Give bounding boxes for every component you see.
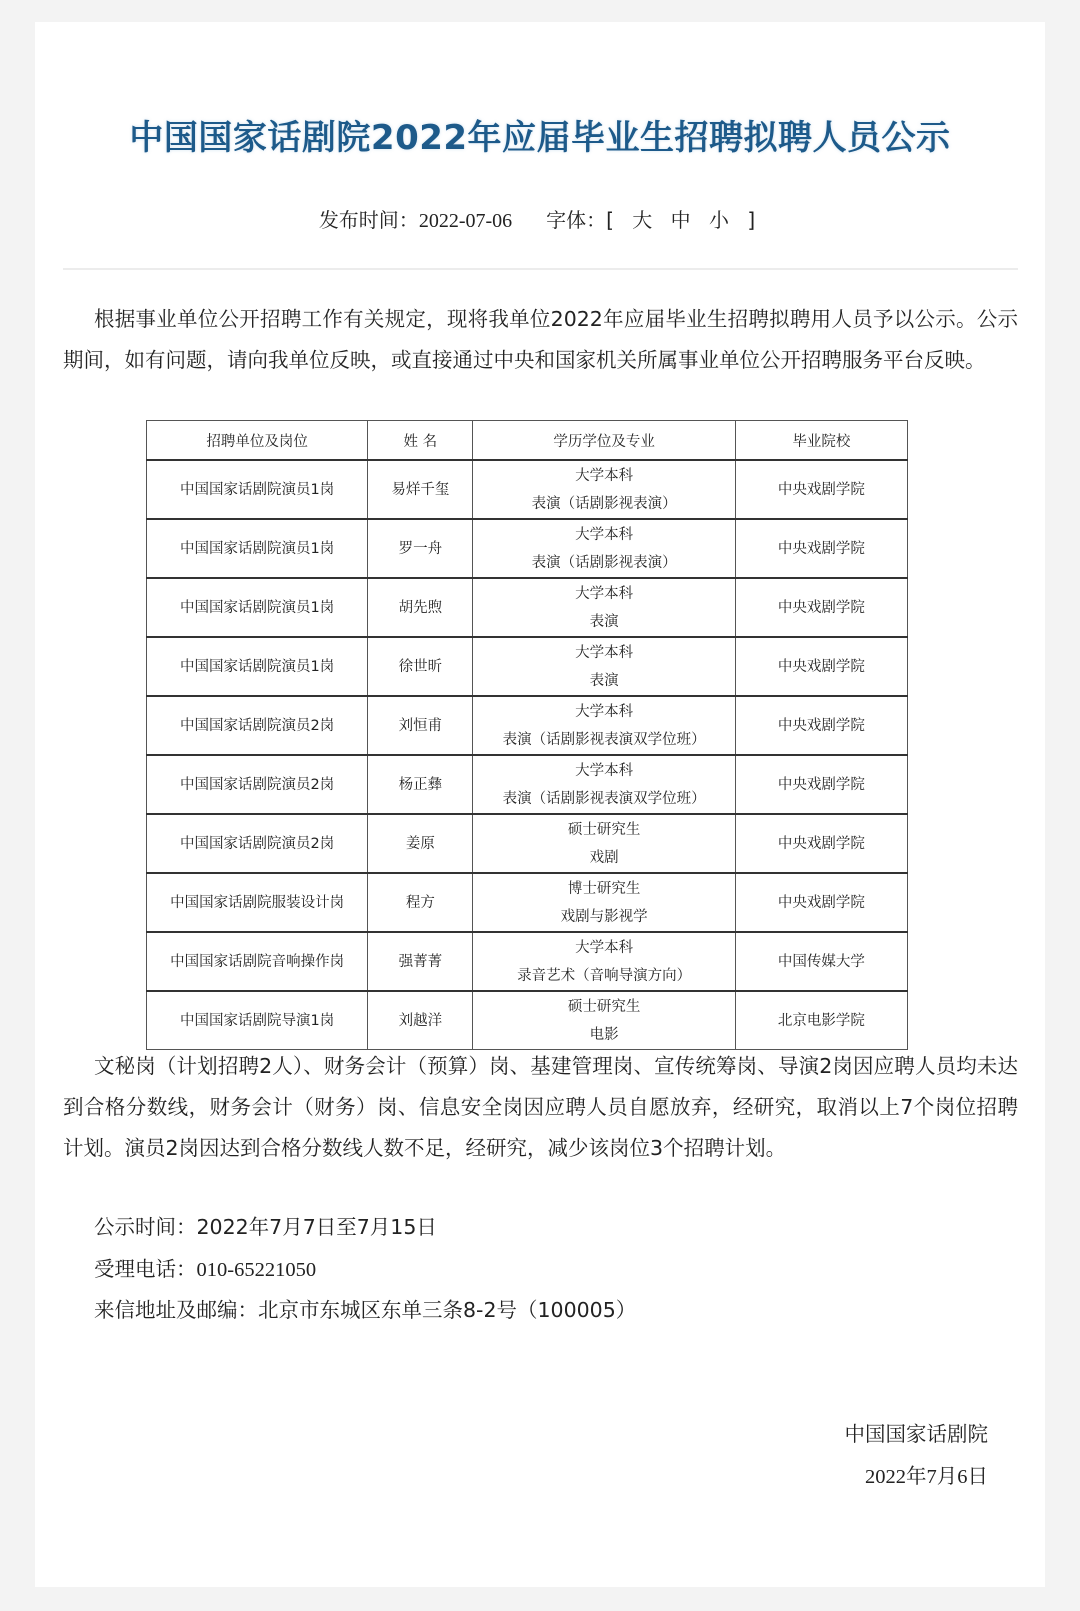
header-school: 毕业院校 xyxy=(735,421,907,461)
cell-name: 罗一舟 xyxy=(368,519,473,578)
cell-degree-major xyxy=(473,755,735,814)
cell-position: 中国国家话剧院演员2岗 xyxy=(147,696,368,755)
table-row xyxy=(147,932,908,991)
publish-date: 2022-07-06 xyxy=(418,210,513,232)
article-title: 中国国家话剧院2022年应届毕业生招聘拟聘人员公示 xyxy=(129,118,951,158)
table-row xyxy=(147,755,908,814)
header-degree-major: 学历学位及专业 xyxy=(473,421,735,461)
table-row xyxy=(147,814,908,873)
cell-major: 表演（话剧影视表演） xyxy=(531,495,677,512)
cell-degree-major xyxy=(473,873,735,932)
cell-degree: 大学本科 xyxy=(575,585,634,602)
header-position: 招聘单位及岗位 xyxy=(147,421,368,461)
cell-major: 表演（话剧影视表演双学位班） xyxy=(502,731,706,748)
contact-phone xyxy=(94,1252,316,1282)
cell-school: 中央戏剧学院 xyxy=(735,460,907,519)
period-value: 2022年7月7日至7月15日 xyxy=(196,1215,437,1239)
cell-major: 戏剧与影视学 xyxy=(560,908,648,925)
signature-date: 2022年7月6日 xyxy=(865,1466,988,1488)
table-row xyxy=(147,578,908,637)
cell-school: 中央戏剧学院 xyxy=(735,696,907,755)
cell-degree: 硕士研究生 xyxy=(567,998,641,1015)
cell-school: 中国传媒大学 xyxy=(735,932,907,991)
cell-degree-major xyxy=(473,991,735,1050)
phone-value: 010-65221050 xyxy=(196,1259,317,1281)
intro-paragraph: 根据事业单位公开招聘工作有关规定，现将我单位2022年应届毕业生招聘拟聘用人员予以公示。公示期间，如有问题，请向我单位反映，或直接通过中央和国家机关所属事业单位公开招聘服务平台反映。 xyxy=(63,307,1018,372)
hire-roster-table xyxy=(146,420,908,1050)
cell-degree-major xyxy=(473,932,735,991)
article-meta xyxy=(35,204,1045,233)
mailing-address xyxy=(94,1293,636,1323)
header-name: 姓 名 xyxy=(368,421,473,461)
cell-degree: 大学本科 xyxy=(575,939,634,956)
address-value: 北京市东城区东单三条8-2号（100005） xyxy=(258,1298,637,1322)
cell-major: 表演 xyxy=(589,672,619,689)
cell-degree: 博士研究生 xyxy=(567,880,641,897)
cell-school: 中央戏剧学院 xyxy=(735,519,907,578)
cell-major: 表演（话剧影视表演双学位班） xyxy=(502,790,706,807)
cell-degree-major xyxy=(473,460,735,519)
table-row xyxy=(147,519,908,578)
cell-position: 中国国家话剧院演员1岗 xyxy=(147,519,368,578)
cell-degree: 大学本科 xyxy=(575,526,634,543)
cell-school: 中央戏剧学院 xyxy=(735,873,907,932)
cell-major: 录音艺术（音响导演方向） xyxy=(517,967,692,984)
table-row xyxy=(147,991,908,1050)
cell-school: 中央戏剧学院 xyxy=(735,814,907,873)
cell-name: 徐世昕 xyxy=(368,637,473,696)
cell-name: 胡先煦 xyxy=(368,578,473,637)
cell-school: 北京电影学院 xyxy=(735,991,907,1050)
table-row xyxy=(147,637,908,696)
publicity-period xyxy=(94,1210,437,1240)
cell-position: 中国国家话剧院演员2岗 xyxy=(147,755,368,814)
cell-degree-major xyxy=(473,637,735,696)
publish-label: 发布时间： xyxy=(318,208,419,232)
cell-degree-major xyxy=(473,519,735,578)
cell-degree: 大学本科 xyxy=(575,644,634,661)
cell-major: 表演 xyxy=(589,613,619,630)
address-label: 来信地址及邮编： xyxy=(94,1298,258,1322)
cell-degree-major xyxy=(473,578,735,637)
phone-label: 受理电话： xyxy=(94,1257,197,1281)
font-size-label: 字体： xyxy=(546,208,607,232)
cell-major: 电影 xyxy=(589,1026,619,1043)
period-label: 公示时间： xyxy=(94,1215,197,1239)
signature-org: 中国国家话剧院 xyxy=(844,1422,988,1446)
cell-degree: 大学本科 xyxy=(575,762,634,779)
cell-degree: 硕士研究生 xyxy=(567,821,641,838)
cell-name: 姜原 xyxy=(368,814,473,873)
cell-major: 戏剧 xyxy=(589,849,619,866)
cell-name: 刘越洋 xyxy=(368,991,473,1050)
cancellation-notes: 文秘岗（计划招聘2人）、财务会计（预算）岗、基建管理岗、宣传统筹岗、导演2岗因应聘人员均未达到合格分数线，财务会计（财务）岗、信息安全岗因应聘人员自愿放弃，经研究，取消以上7个岗位招聘计划。演员2岗因达到合格分数线人数不足，经研究，减少该岗位3个招聘计划。 xyxy=(63,1054,1018,1160)
cell-name: 程方 xyxy=(368,873,473,932)
cell-position: 中国国家话剧院演员1岗 xyxy=(147,578,368,637)
cell-degree-major xyxy=(473,696,735,755)
cell-school: 中央戏剧学院 xyxy=(735,755,907,814)
table-header-row xyxy=(147,421,908,461)
cell-name: 强菁菁 xyxy=(368,932,473,991)
table-row xyxy=(147,873,908,932)
cell-name: 杨正彝 xyxy=(368,755,473,814)
cell-position: 中国国家话剧院演员1岗 xyxy=(147,460,368,519)
article-card xyxy=(35,22,1045,1587)
cell-position: 中国国家话剧院演员1岗 xyxy=(147,637,368,696)
font-size-selector[interactable]: [ 大 中 小 ] xyxy=(606,208,762,232)
cell-name: 刘恒甫 xyxy=(368,696,473,755)
table-row xyxy=(147,460,908,519)
cell-major: 表演（话剧影视表演） xyxy=(531,554,677,571)
cell-position: 中国国家话剧院服装设计岗 xyxy=(147,873,368,932)
cell-position: 中国国家话剧院音响操作岗 xyxy=(147,932,368,991)
cell-degree: 大学本科 xyxy=(575,703,634,720)
cell-school: 中央戏剧学院 xyxy=(735,637,907,696)
cell-name: 易烊千玺 xyxy=(368,460,473,519)
cell-degree: 大学本科 xyxy=(575,467,634,484)
cell-degree-major xyxy=(473,814,735,873)
cell-position: 中国国家话剧院导演1岗 xyxy=(147,991,368,1050)
table-row xyxy=(147,696,908,755)
header-divider xyxy=(63,268,1018,270)
cell-position: 中国国家话剧院演员2岗 xyxy=(147,814,368,873)
cell-school: 中央戏剧学院 xyxy=(735,578,907,637)
